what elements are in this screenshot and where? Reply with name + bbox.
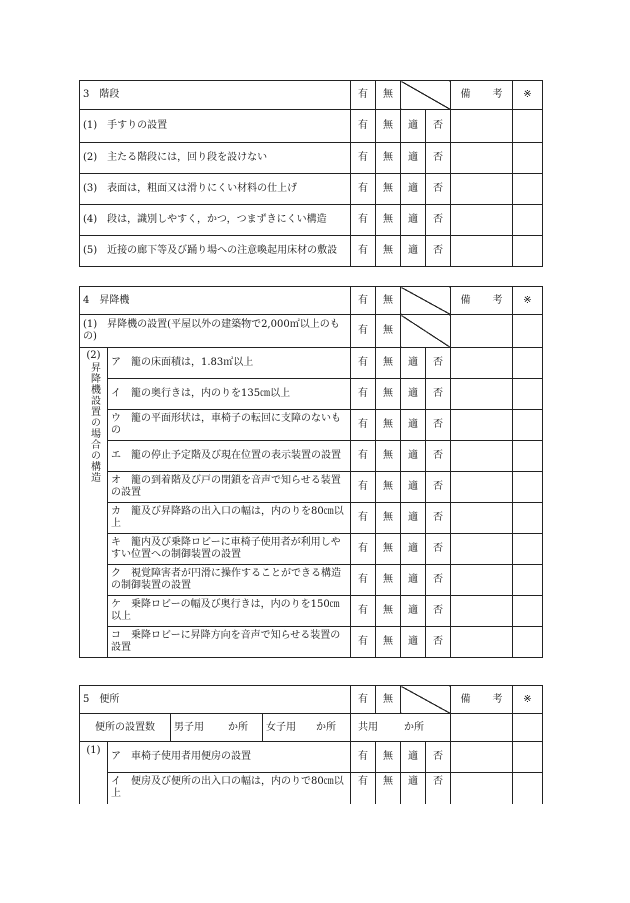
item-text: エ 籠の停止予定階及び現在位置の表示装置の設置 — [108, 441, 351, 472]
check-row — [80, 565, 543, 596]
toilet-count-row — [80, 714, 543, 742]
item-text: キ 籠内及び乗降ロビーに車椅子使用者が利用しやすい位置への制御装置の設置 — [108, 534, 351, 565]
yes-header: 有 — [351, 686, 376, 714]
no-cell: 無 — [376, 174, 401, 205]
ng-cell: 否 — [426, 534, 451, 565]
no-cell: 無 — [376, 205, 401, 236]
ng-cell: 否 — [426, 441, 451, 472]
female-count-cell — [263, 714, 351, 742]
check-row — [80, 348, 543, 379]
check-row — [80, 596, 543, 627]
section-header-row — [80, 287, 543, 315]
ok-cell: 適 — [401, 773, 426, 804]
check-row — [80, 534, 543, 565]
ng-cell: 否 — [426, 472, 451, 503]
remarks-cell — [451, 596, 513, 627]
ng-cell: 否 — [426, 348, 451, 379]
section-title: 4 昇降機 — [80, 287, 351, 315]
no-cell: 無 — [376, 348, 401, 379]
remarks-cell — [451, 236, 513, 267]
yes-cell: 有 — [351, 174, 376, 205]
item-text: カ 籠及び昇降路の出入口の幅は，内のりを80㎝以上 — [108, 503, 351, 534]
male-label: 男子用 — [174, 721, 204, 733]
remarks-cell — [451, 503, 513, 534]
mark-cell — [513, 503, 543, 534]
no-cell: 無 — [376, 773, 401, 804]
ok-cell: 適 — [401, 110, 426, 143]
item-text: オ 籠の到着階及び戸の閉鎖を音声で知らせる装置の設置 — [108, 472, 351, 503]
male-count-cell — [171, 714, 263, 742]
remarks-cell — [451, 441, 513, 472]
item-text: ア 籠の床面積は，1.83㎡以上 — [108, 348, 351, 379]
ok-cell: 適 — [401, 410, 426, 441]
female-unit: か所 — [316, 721, 336, 733]
check-row — [80, 742, 543, 773]
mark-cell — [513, 627, 543, 658]
ng-cell: 否 — [426, 174, 451, 205]
item-text: (3) 表面は，粗面又は滑りにくい材料の仕上げ — [80, 174, 351, 205]
ok-cell: 適 — [401, 596, 426, 627]
item-text: (5) 近接の廊下等及び踊り場への注意喚起用床材の敷設 — [80, 236, 351, 267]
check-row — [80, 379, 543, 410]
mark-header: ※ — [513, 686, 543, 714]
yes-header: 有 — [351, 81, 376, 110]
ng-cell: 否 — [426, 410, 451, 441]
no-cell: 無 — [376, 315, 401, 348]
ok-cell: 適 — [401, 174, 426, 205]
mark-header: ※ — [513, 287, 543, 315]
check-row — [80, 773, 543, 804]
yes-cell: 有 — [351, 205, 376, 236]
item-text: ケ 乗降ロビーの幅及び奥行きは，内のりを150㎝以上 — [108, 596, 351, 627]
item-text: (4) 段は，識別しやすく，かつ，つまずきにくい構造 — [80, 205, 351, 236]
check-row — [80, 503, 543, 534]
ok-cell: 適 — [401, 236, 426, 267]
check-row — [80, 143, 543, 174]
mark-cell — [513, 565, 543, 596]
remarks-cell — [451, 742, 513, 773]
yes-cell: 有 — [351, 596, 376, 627]
item-text: ア 車椅子使用者用便房の設置 — [108, 742, 351, 773]
ok-cell: 適 — [401, 441, 426, 472]
remarks-cell — [451, 565, 513, 596]
check-row — [80, 472, 543, 503]
item-2-label: 昇降機設置の場合の構造 — [88, 362, 100, 483]
check-row — [80, 441, 543, 472]
no-cell: 無 — [376, 534, 401, 565]
ok-cell: 適 — [401, 379, 426, 410]
ok-cell: 適 — [401, 348, 426, 379]
remarks-header: 備 考 — [451, 686, 513, 714]
ok-cell: 適 — [401, 565, 426, 596]
remarks-cell — [451, 174, 513, 205]
check-row — [80, 110, 543, 143]
diagonal-cell — [401, 315, 451, 348]
yes-cell: 有 — [351, 534, 376, 565]
item-text: ウ 籠の平面形状は，車椅子の転回に支障のないもの — [108, 410, 351, 441]
item-2-label-cell — [80, 348, 108, 658]
no-cell: 無 — [376, 742, 401, 773]
mark-cell — [513, 441, 543, 472]
no-header: 無 — [376, 686, 401, 714]
yes-cell: 有 — [351, 143, 376, 174]
ok-cell: 適 — [401, 143, 426, 174]
ng-cell: 否 — [426, 627, 451, 658]
item-text: ク 視覚障害者が円滑に操作することができる構造の制御装置の設置 — [108, 565, 351, 596]
ng-cell: 否 — [426, 503, 451, 534]
yes-cell: 有 — [351, 742, 376, 773]
mark-cell — [513, 742, 543, 773]
item-1-number: (1) — [86, 745, 101, 756]
section-header-row — [80, 81, 543, 110]
remarks-cell — [451, 143, 513, 174]
yes-cell: 有 — [351, 110, 376, 143]
remarks-cell — [451, 110, 513, 143]
item-2-number: (2) — [86, 350, 101, 361]
item-text: コ 乗降ロビーに昇降方向を音声で知らせる装置の設置 — [108, 627, 351, 658]
item-text: (1) 手すりの設置 — [80, 110, 351, 143]
male-unit: か所 — [228, 721, 248, 733]
no-cell: 無 — [376, 627, 401, 658]
remarks-header: 備 考 — [451, 287, 513, 315]
ok-cell: 適 — [401, 742, 426, 773]
yes-cell: 有 — [351, 410, 376, 441]
yes-cell: 有 — [351, 315, 376, 348]
check-row — [80, 627, 543, 658]
remarks-cell — [451, 410, 513, 441]
item-text: (2) 主たる階段には，回り段を設けない — [80, 143, 351, 174]
ng-cell: 否 — [426, 773, 451, 804]
check-row — [80, 205, 543, 236]
remarks-cell — [451, 379, 513, 410]
remarks-cell — [451, 534, 513, 565]
ok-cell: 適 — [401, 472, 426, 503]
ok-cell: 適 — [401, 627, 426, 658]
yes-cell: 有 — [351, 627, 376, 658]
remarks-cell — [451, 315, 513, 348]
mark-cell — [513, 236, 543, 267]
yes-header: 有 — [351, 287, 376, 315]
no-cell: 無 — [376, 441, 401, 472]
mark-cell — [513, 174, 543, 205]
ng-cell: 否 — [426, 742, 451, 773]
remarks-cell — [451, 472, 513, 503]
shared-unit: か所 — [404, 721, 424, 733]
female-label: 女子用 — [266, 721, 296, 733]
item-1-label-cell — [80, 742, 108, 804]
yes-cell: 有 — [351, 773, 376, 804]
ng-cell: 否 — [426, 565, 451, 596]
diagonal-cell — [401, 287, 451, 315]
no-cell: 無 — [376, 565, 401, 596]
yes-cell: 有 — [351, 379, 376, 410]
ng-cell: 否 — [426, 379, 451, 410]
item-text: イ 籠の奥行きは，内のりを135㎝以上 — [108, 379, 351, 410]
diagonal-cell — [401, 81, 451, 110]
mark-cell — [513, 472, 543, 503]
check-row — [80, 174, 543, 205]
yes-cell: 有 — [351, 472, 376, 503]
mark-header: ※ — [513, 81, 543, 110]
yes-cell: 有 — [351, 565, 376, 596]
no-cell: 無 — [376, 472, 401, 503]
section-5-toilet-table — [79, 685, 543, 804]
check-row — [80, 410, 543, 441]
section-4-elevator-table — [79, 286, 543, 658]
section-3-stairs-table — [79, 80, 543, 267]
mark-cell — [513, 410, 543, 441]
yes-cell: 有 — [351, 441, 376, 472]
mark-cell — [513, 714, 543, 742]
section-title: 5 便所 — [80, 686, 351, 714]
mark-cell — [513, 379, 543, 410]
mark-cell — [513, 596, 543, 627]
ng-cell: 否 — [426, 236, 451, 267]
no-cell: 無 — [376, 410, 401, 441]
no-cell: 無 — [376, 110, 401, 143]
ok-cell: 適 — [401, 503, 426, 534]
mark-cell — [513, 143, 543, 174]
ok-cell: 適 — [401, 534, 426, 565]
no-cell: 無 — [376, 236, 401, 267]
count-label: 便所の設置数 — [80, 714, 171, 742]
item-text: イ 便房及び便所の出入口の幅は，内のりで80㎝以上 — [108, 773, 351, 804]
check-row — [80, 315, 543, 348]
mark-cell — [513, 110, 543, 143]
no-header: 無 — [376, 81, 401, 110]
mark-cell — [513, 773, 543, 804]
mark-cell — [513, 348, 543, 379]
check-row — [80, 236, 543, 267]
shared-label: 共用 — [358, 721, 378, 733]
no-cell: 無 — [376, 379, 401, 410]
remarks-cell — [451, 205, 513, 236]
section-title: 3 階段 — [80, 81, 351, 110]
remarks-header: 備 考 — [451, 81, 513, 110]
mark-cell — [513, 205, 543, 236]
item-text: (1) 昇降機の設置(平屋以外の建築物で2,000㎡以上のもの) — [80, 315, 351, 348]
no-header: 無 — [376, 287, 401, 315]
remarks-cell — [451, 627, 513, 658]
section-header-row — [80, 686, 543, 714]
diagonal-cell — [401, 686, 451, 714]
remarks-cell — [451, 773, 513, 804]
yes-cell: 有 — [351, 503, 376, 534]
ok-cell: 適 — [401, 205, 426, 236]
ng-cell: 否 — [426, 596, 451, 627]
no-cell: 無 — [376, 503, 401, 534]
shared-count-cell — [351, 714, 451, 742]
yes-cell: 有 — [351, 348, 376, 379]
ng-cell: 否 — [426, 205, 451, 236]
no-cell: 無 — [376, 596, 401, 627]
yes-cell: 有 — [351, 236, 376, 267]
ng-cell: 否 — [426, 110, 451, 143]
no-cell: 無 — [376, 143, 401, 174]
mark-cell — [513, 315, 543, 348]
ng-cell: 否 — [426, 143, 451, 174]
remarks-cell — [451, 348, 513, 379]
mark-cell — [513, 534, 543, 565]
remarks-cell — [451, 714, 513, 742]
